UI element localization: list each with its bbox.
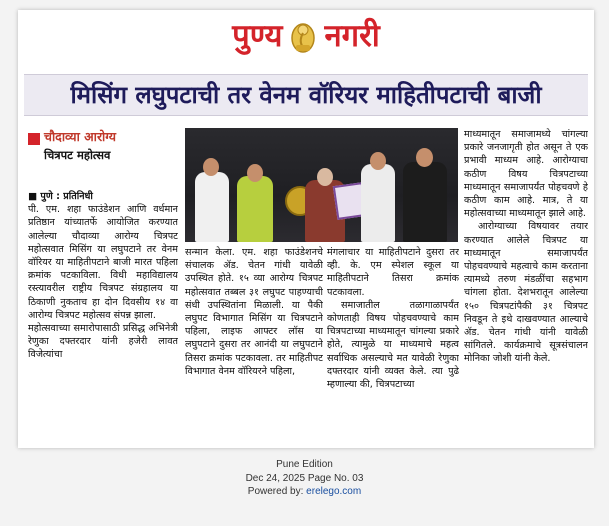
article-headline: मिसिंग लघुपटाची तर वेनम वॉरियर माहितीपटाची बाजी — [70, 81, 542, 109]
photo-head-2 — [247, 164, 263, 182]
photo-person-4 — [361, 164, 395, 242]
col-1-paragraph-1: पी. एम. शहा फाउंडेशन आणि वर्धमान प्रतिष्ठान यांच्यातर्फे आयोजित करण्यात आलेल्या चौदाव्या आरोग्य चित्रपट महोत्सवात मिसिंग या लघुपटाने तर वेनम वॉरियर या माहितीपटाने बाजी मारत पहिला क्रमांक पटकाविला. विधी महाविद्यालय रस्त्यावरील राष्ट्रीय चित्रपट संग्रहालय या ठिकाणी नुकताच हा दोन दिवसीय १४ वा आरोग्य चित्रपट महोत्सव संपन्न झाला. — [28, 204, 178, 321]
masthead — [18, 16, 594, 62]
col-4-paragraph-2: आरोग्याच्या विषयावर तयार करण्यात आलेले चित्रपट या माध्यमातून समाजापर्यंत पोहचवण्याचे महत्वाचे काम करताना त्यामध्ये तरुण मंडळींचा सहभाग चांगला होता. देशभरातून आलेल्या १५० चित्रपटांपैकी ३१ चित्रपट निवडून ते इथे दाखवण्यात आल्याचे ॲड. चेतन गांधी यांनी यावेळी सांगितले. कार्यक्रमाचे सूत्रसंचालन मोनिका जोशी यांनी केले. — [464, 221, 588, 365]
col-3-paragraph-1: मंगलाचार या माहितीपटाने दुसरा तर व्ही. के. एम स्पेशल स्कूल या माहितीपटाने तिसरा क्रमांक पटकावला. — [327, 247, 459, 298]
powered-by-prefix: Powered by: — [247, 486, 307, 497]
col-4-paragraph-1: माध्यमातून समाजामध्ये चांगल्या प्रकारे जनजागृती होत असून ते एक प्रभावी माध्यम आहे. आरोग्याचा कठीण विषय चित्रपटाच्या माध्यमातून समाजापर्यंत पोहचवणे हे कठीण काम आहे. मात्र, ते या महोत्सवाच्या माध्यमातून झाले आहे. — [464, 129, 588, 220]
photo-person-2 — [237, 176, 273, 242]
powered-by — [0, 485, 609, 499]
col-2-paragraph-1: सन्मान केला. एम. शहा फाउंडेशनचे संचालक ॲड. चेतन गांधी यावेळी उपस्थित होते. १५ व्या आरोग्य चित्रपट महोत्सवात तब्बल ३१ लघुपट पाहण्याची संधी उपस्थितांना मिळाली. या पैकी लघुपट विभागात मिसिंग या चित्रपटाने पहिला, लाइफ आफ्टर लॉस या लघुपटाने दुसरा तर आनंदी या लघुपटाने तिसरा क्रमांक पटकावला. तर माहितीपट विभागात वेनम वॉरियरने पहिला, — [185, 247, 323, 377]
edition-label: Pune Edition — [276, 459, 333, 470]
photo-person-5 — [403, 162, 447, 242]
photo-person-1 — [195, 172, 229, 242]
photo-head-3 — [317, 168, 333, 186]
photo-head-4 — [370, 152, 386, 170]
subheading-box — [28, 128, 178, 184]
masthead-name-left: पुण्य — [232, 18, 283, 54]
subheading-marker — [28, 133, 40, 145]
headline-bar — [24, 74, 588, 116]
event-photo — [185, 128, 458, 242]
ganesha-emblem-icon — [288, 18, 318, 54]
article-column-3 — [327, 246, 459, 442]
article-column-4 — [464, 128, 588, 442]
col-3-paragraph-2: समाजातील तळागाळापर्यंत कोणताही विषय पोहचवण्याचे काम चित्रपटाच्या माध्यमातून चांगल्या प्रकारे होते, त्यामुळे या माध्यमाचे महत्व सर्वाधिक असल्याचे मत यावेळी रेणुका दफ्तरदार यांनी व्यक्त केले. त्या पुढे म्हणाल्या की, चित्रपटाच्या — [327, 299, 459, 391]
article-column-1 — [28, 190, 178, 440]
footer — [0, 458, 609, 499]
photo-head-5 — [416, 148, 433, 167]
col-1-paragraph-2: महोत्सवाच्या समारोपासाठी प्रसिद्ध अभिनेत्री रेणुका दफ्तरदार यांनी हजेरी लावत विजेत्यांचा — [28, 323, 178, 361]
subheading-line1: चौदाव्या आरोग्य — [44, 129, 117, 144]
newspaper-clipping — [18, 10, 594, 448]
masthead-name-right: नगरी — [324, 18, 380, 54]
subheading-line2: चित्रपट महोत्सव — [44, 148, 111, 162]
date-page-label: Dec 24, 2025 Page No. 03 — [245, 472, 364, 484]
photo-head-1 — [203, 158, 219, 176]
article-column-2 — [185, 246, 323, 442]
dateline: ■ पुणे : प्रतिनिधी — [28, 191, 93, 202]
powered-by-link[interactable]: erelego.com — [306, 486, 362, 497]
